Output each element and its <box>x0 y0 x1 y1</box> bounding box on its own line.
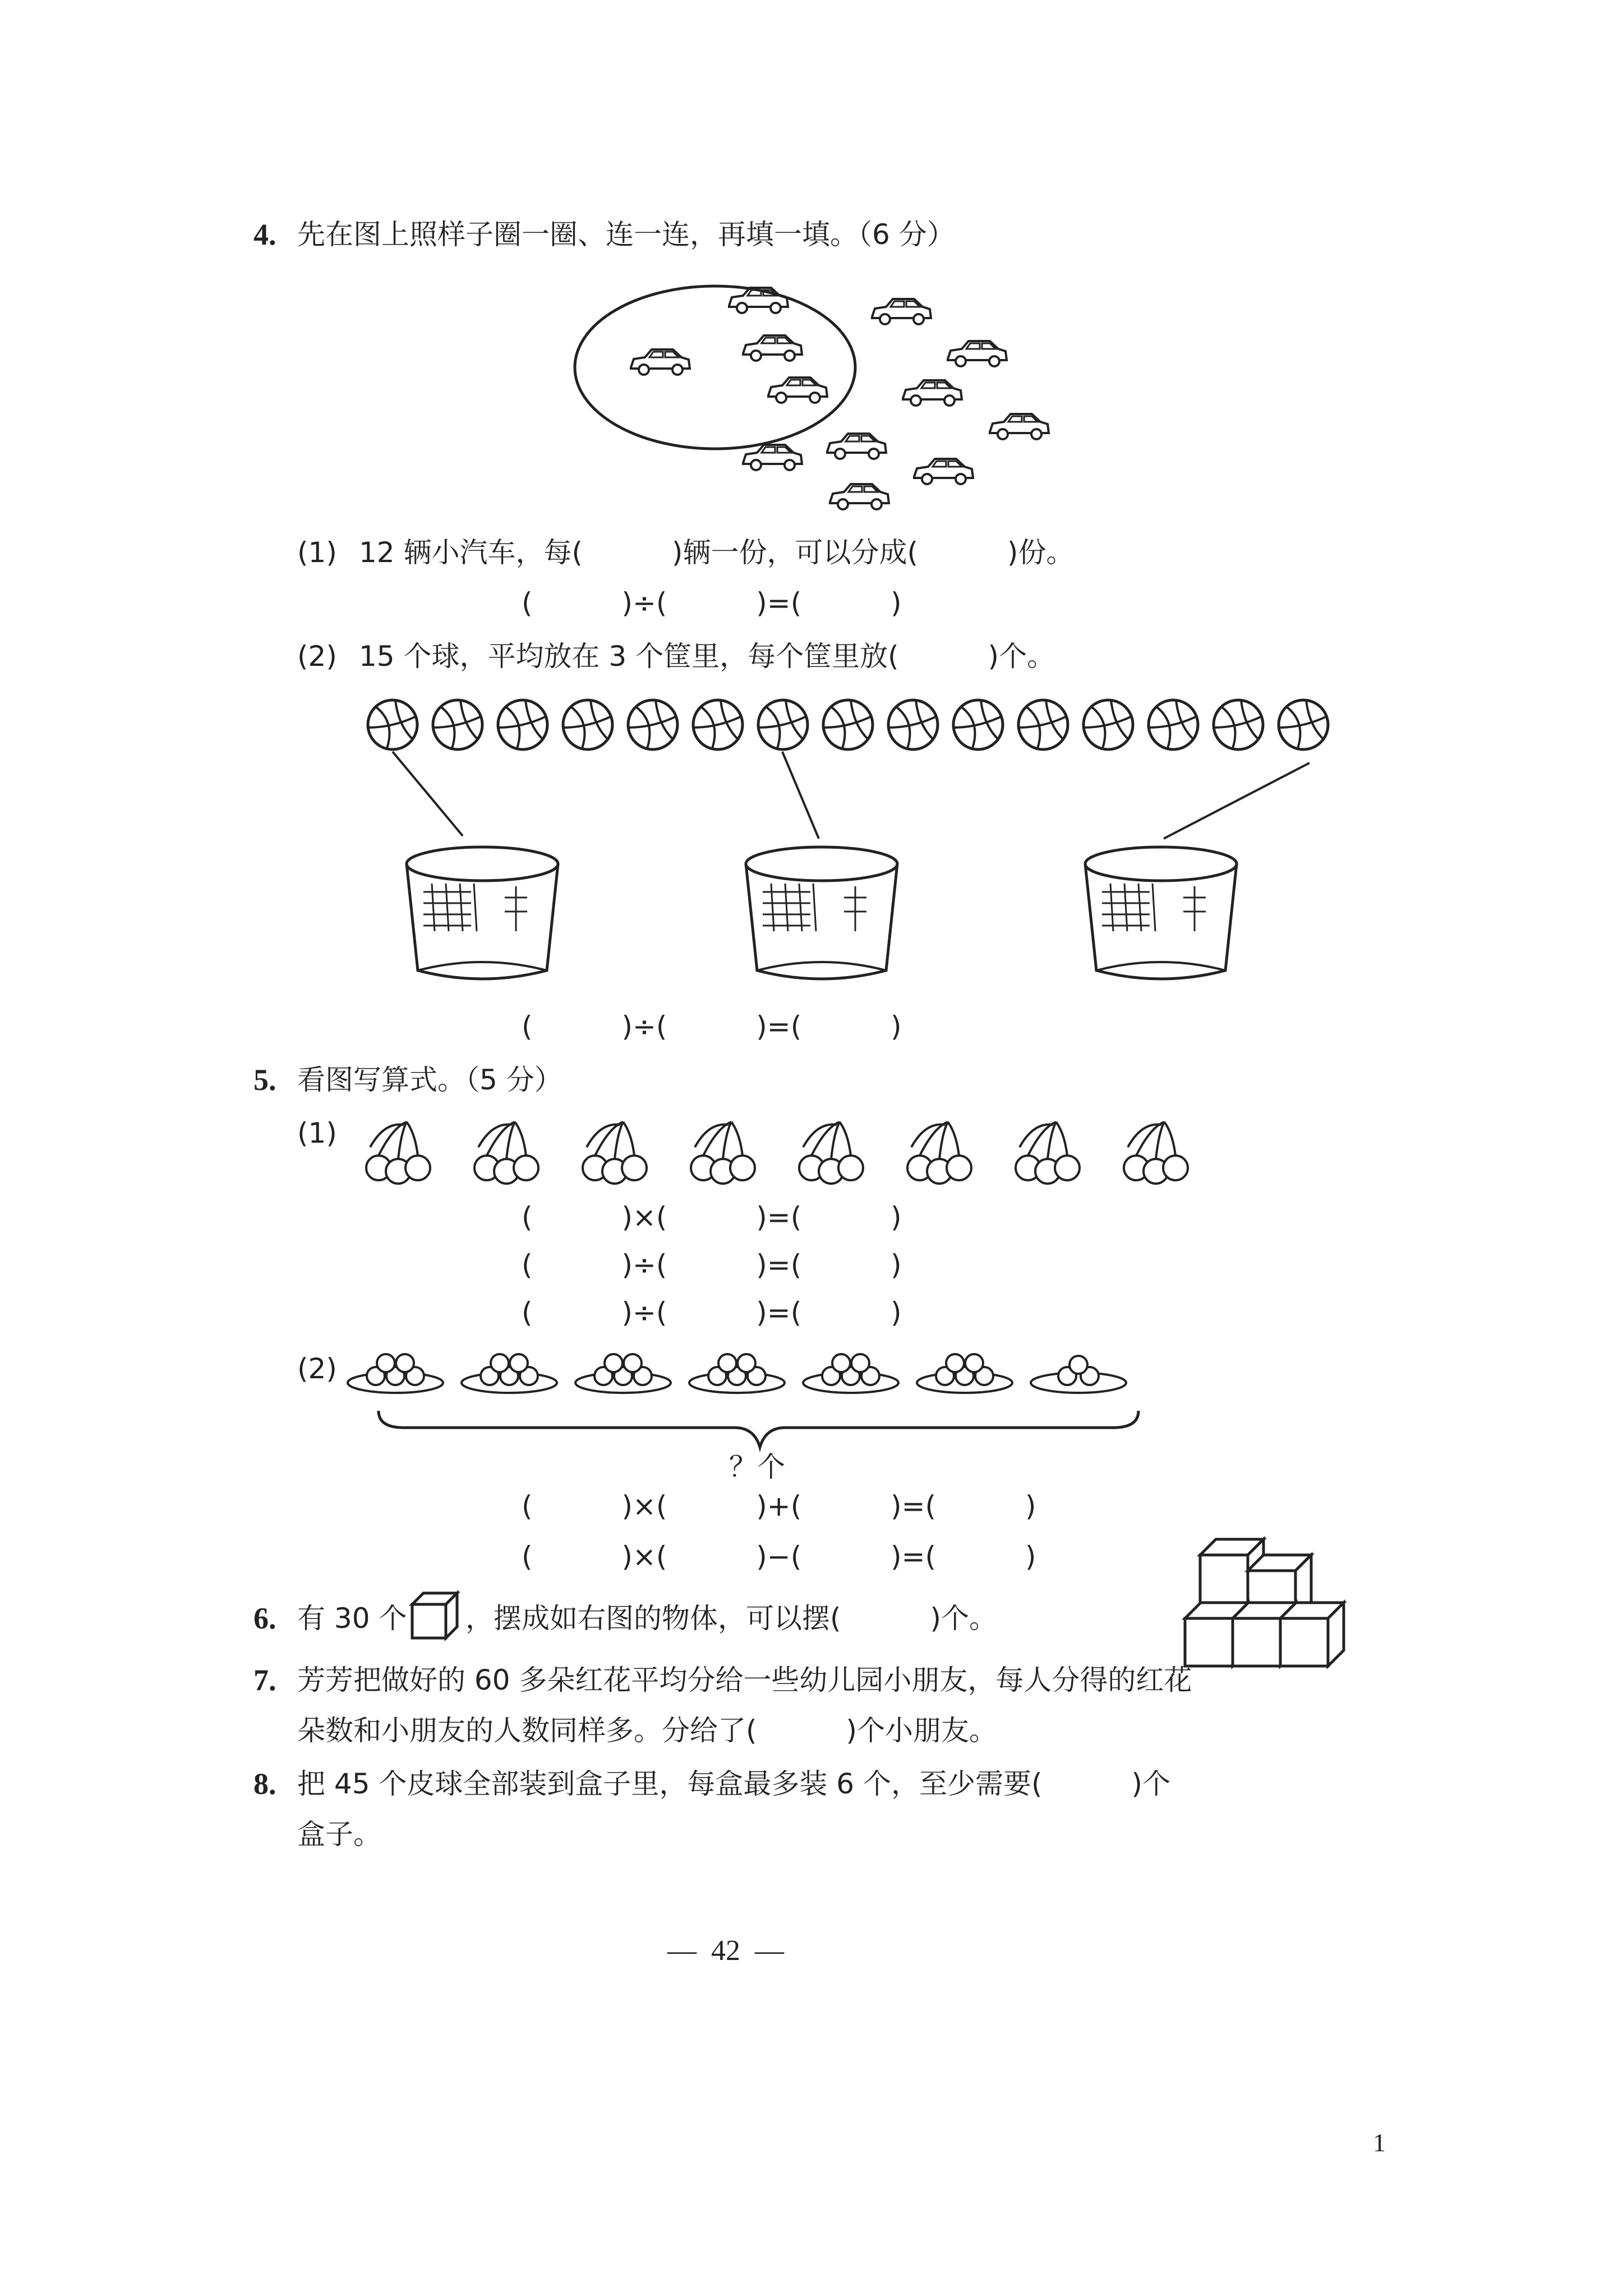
car-icon <box>729 288 788 313</box>
q4-equation-1: ( )÷( )=( ) <box>522 587 902 619</box>
cherries-group <box>366 1122 1188 1184</box>
car-icon <box>990 414 1049 439</box>
plate-icon <box>803 1354 898 1393</box>
ball-icon <box>1214 700 1263 749</box>
cube <box>1280 1603 1344 1666</box>
q8-line2: 盒子。 <box>297 1818 381 1851</box>
ball-icon <box>1149 700 1198 749</box>
ball-icon <box>433 700 482 749</box>
q7-number: 7. <box>253 1663 276 1697</box>
q5-title: 看图写算式。（5 分） <box>297 1064 562 1096</box>
ball-icon <box>888 700 938 749</box>
plate-icon <box>462 1354 557 1393</box>
car-icon <box>631 349 690 375</box>
car-icon <box>872 299 931 324</box>
q6-number: 6. <box>253 1602 276 1635</box>
ball-icon <box>1083 700 1133 749</box>
ball-icon <box>823 700 873 749</box>
car-icon <box>743 335 802 361</box>
connect-line <box>393 752 463 836</box>
basket-icon <box>1085 847 1237 979</box>
q8-line1: 把 45 个皮球全部装到盒子里，每盒最多装 6 个，至少需要( )个 <box>297 1768 1170 1800</box>
ball-icon <box>758 700 808 749</box>
cherry-icon <box>583 1122 647 1184</box>
page-number: 1 <box>1373 2128 1386 2157</box>
q5-eq-divide-2: ( )÷( )=( ) <box>522 1296 902 1329</box>
car-icon <box>948 341 1007 366</box>
q4-equation-2: ( )÷( )=( ) <box>522 1010 902 1043</box>
q4-title: 先在图上照样子圈一圈、连一连，再填一填。（6 分） <box>297 218 955 251</box>
car-icon <box>768 378 827 403</box>
balls-group <box>368 700 1328 839</box>
q4-sub1-label: (1) <box>297 536 337 569</box>
car-icon <box>830 484 889 509</box>
connect-line <box>1164 763 1310 839</box>
car-icon <box>914 459 973 484</box>
ball-icon <box>1279 700 1328 749</box>
ball-icon <box>368 700 417 749</box>
brace <box>379 1411 1138 1447</box>
plate-icon <box>689 1354 785 1393</box>
cherry-icon <box>799 1122 863 1184</box>
baskets-group <box>407 847 1237 979</box>
plate-icon <box>575 1354 671 1393</box>
q4-sub2-label: (2) <box>297 640 337 673</box>
q6-text-a: 有 30 个 <box>297 1602 407 1635</box>
cars-group <box>631 288 1049 509</box>
basket-icon <box>407 847 558 979</box>
q6-text-b: ，摆成如右图的物体，可以摆( )个。 <box>465 1602 997 1635</box>
cherry-icon <box>474 1122 538 1184</box>
q8-number: 8. <box>253 1767 276 1801</box>
plate-icon <box>917 1354 1012 1393</box>
basket-icon <box>746 847 897 979</box>
cherry-icon <box>366 1122 430 1184</box>
cherry-icon <box>907 1122 971 1184</box>
plate-icon <box>348 1354 443 1393</box>
cherry-icon <box>1124 1122 1188 1184</box>
sample-circle <box>575 286 855 449</box>
q5-sub2-label: (2) <box>297 1352 337 1385</box>
q5-eq-multiply: ( )×( )=( ) <box>522 1201 902 1234</box>
q4-number: 4. <box>253 218 276 251</box>
q5-sub1-label: (1) <box>297 1117 337 1149</box>
q5-eq-minus: ( )×( )−( )=( ) <box>522 1540 1036 1573</box>
plate-icon <box>1031 1356 1126 1393</box>
brace-label: ？个 <box>729 1451 785 1483</box>
plates-group <box>348 1354 1126 1393</box>
ball-icon <box>1018 700 1068 749</box>
car-icon <box>827 434 886 459</box>
car-icon <box>903 380 962 406</box>
q4-sub1-text: 12 辆小汽车，每( )辆一份，可以分成( )份。 <box>359 536 1075 569</box>
page-footer: — 42 — <box>667 1935 784 1967</box>
q5-number: 5. <box>253 1063 276 1097</box>
ball-icon <box>563 700 612 749</box>
cube-icon <box>412 1593 457 1638</box>
cherry-icon <box>1016 1122 1080 1184</box>
cherry-icon <box>691 1122 755 1184</box>
q7-line2: 朵数和小朋友的人数同样多。分给了( )个小朋友。 <box>297 1714 997 1747</box>
stacked-cubes-figure <box>1185 1539 1344 1666</box>
q5-eq-divide-1: ( )÷( )=( ) <box>522 1249 902 1281</box>
q5-eq-plus: ( )×( )+( )=( ) <box>522 1490 1036 1522</box>
ball-icon <box>498 700 547 749</box>
ball-icon <box>953 700 1003 749</box>
car-icon <box>743 445 802 470</box>
ball-icon <box>693 700 743 749</box>
ball-icon <box>628 700 677 749</box>
connect-line <box>782 752 819 839</box>
q7-line1: 芳芳把做好的 60 多朵红花平均分给一些幼儿园小朋友，每人分得的红花 <box>297 1664 1192 1696</box>
q4-sub2-text: 15 个球，平均放在 3 个筐里，每个筐里放( )个。 <box>359 640 1055 673</box>
